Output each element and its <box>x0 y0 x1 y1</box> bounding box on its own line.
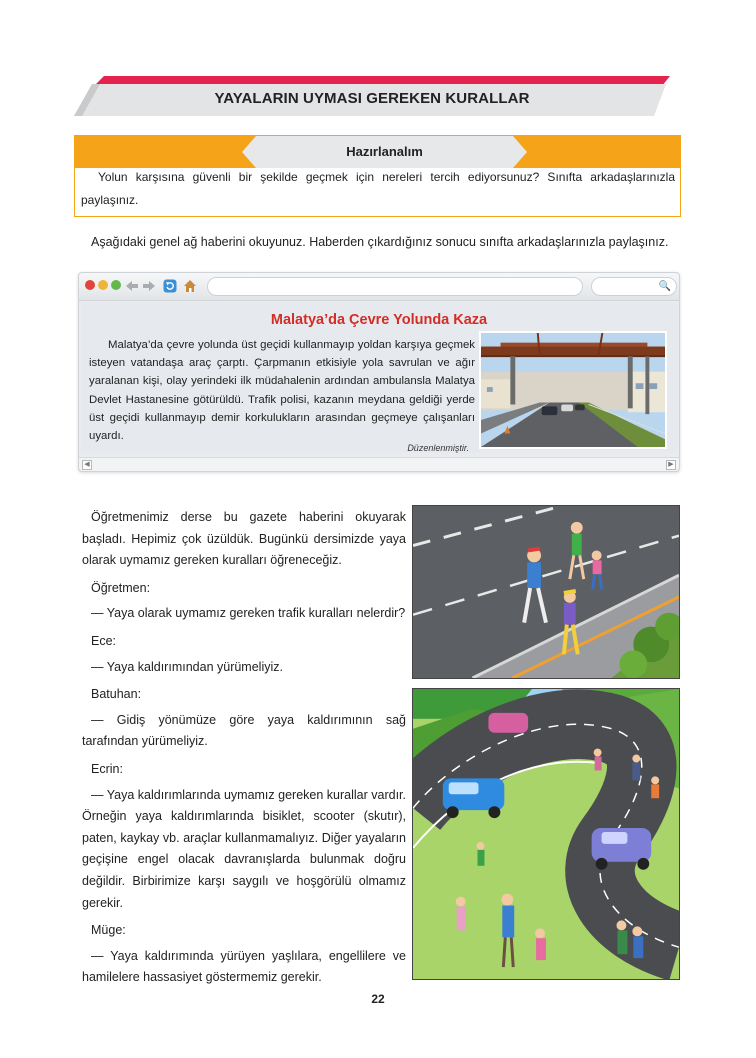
dialogue-paragraph: — Yaya kaldırımından yürümeliyiz. <box>91 659 283 674</box>
browser-search-field[interactable] <box>591 277 677 296</box>
speaker-teacher: Öğretmen: <box>91 580 151 595</box>
news-photo-overpass <box>479 331 667 449</box>
speaker-ece: Ece: <box>91 633 117 648</box>
dialogue-paragraph: — Yaya kaldırımlarında uymamız gereken kurallar vardır. Örneğin yaya kaldırımlarında bisiklet, scooter (skutır), paten, kaykay vb. araçlar kullanmamalıyız. Diğer yayaların geçişine engel olacak davranışlarda bulunmak doğru değildir. Birbirimize karşı saygılı ve hoşgörülü olmamız gerekir. <box>82 787 406 910</box>
forward-arrow-icon[interactable] <box>142 279 156 293</box>
dialogue-text <box>82 507 406 995</box>
speaker-ecrin: Ecrin: <box>91 761 123 776</box>
intro-instruction: Aşağıdaki genel ağ haberini okuyunuz. Haberden çıkardığınız sonucu sınıfta arkadaşlarınızla paylaşınız. <box>91 235 669 249</box>
edited-note: Düzenlenmiştir. <box>407 443 469 453</box>
news-article <box>81 303 677 453</box>
browser-window <box>78 272 680 472</box>
prep-question: Yolun karşısına güvenli bir şekilde geçmek için nereleri tercih ediyorsunuz? Sınıfta arkadaşlarınızla paylaşınız. <box>81 170 675 207</box>
search-icon: 🔍 <box>658 281 671 292</box>
home-icon[interactable] <box>183 279 197 293</box>
dialogue-paragraph: — Yaya olarak uymamız gereken trafik kuralları nelerdir? <box>91 606 406 621</box>
sidewalk-illustration <box>412 505 680 679</box>
minimize-dot-icon[interactable] <box>98 280 108 290</box>
prep-heading: Hazırlanalım <box>346 144 423 159</box>
refresh-icon[interactable] <box>163 279 177 293</box>
address-bar[interactable] <box>207 277 583 296</box>
horizontal-scrollbar[interactable] <box>79 457 679 471</box>
browser-toolbar <box>79 273 679 301</box>
dialogue-paragraph: — Yaya kaldırımında yürüyen yaşlılara, engellilere ve hamilelere hassasiyet göstermemiz gerekir. <box>82 948 406 985</box>
page-number: 22 <box>371 992 385 1006</box>
road-pedestrians-illustration <box>412 688 680 980</box>
back-arrow-icon[interactable] <box>125 279 139 293</box>
close-dot-icon[interactable] <box>85 280 95 290</box>
maximize-dot-icon[interactable] <box>111 280 121 290</box>
scroll-right-icon[interactable]: ▶ <box>666 460 676 470</box>
speaker-muge: Müge: <box>91 923 126 938</box>
news-headline: Malatya’da Çevre Yolunda Kaza <box>270 312 488 328</box>
prep-box <box>74 135 681 217</box>
dialogue-paragraph: — Gidiş yönümüze göre yaya kaldırımının sağ tarafından yürümeliyiz. <box>82 712 406 749</box>
news-body: Malatya’da çevre yolunda üst geçidi kullanmayıp yoldan karşıya geçmek isteyen vatandaşa araç çarptı. Çarpmanın etkisiyle yola savrulan ve ağır yaralanan kişi, olay yerindeki ilk müdahalenin ardından ambulansla Malatya Devlet Hastanesine götürüldü. Trafik polisi, kazanın meydana geldiği yerde üst geçidi kullanmayıp demir korkulukların arasından geçmeye çalışanları uyardı. <box>89 339 475 443</box>
dialogue-paragraph: Öğretmenimiz derse bu gazete haberini okuyarak başladı. Hepimiz çok üzüldük. Bugünkü dersimizde yaya olarak uymamız gereken kuralları öğreneceğiz. <box>82 510 406 568</box>
scroll-left-icon[interactable]: ◀ <box>82 460 92 470</box>
section-title: YAYALARIN UYMASI GEREKEN KURALLAR <box>214 90 530 107</box>
speaker-batuhan: Batuhan: <box>91 687 142 702</box>
section-title-banner <box>74 72 670 118</box>
